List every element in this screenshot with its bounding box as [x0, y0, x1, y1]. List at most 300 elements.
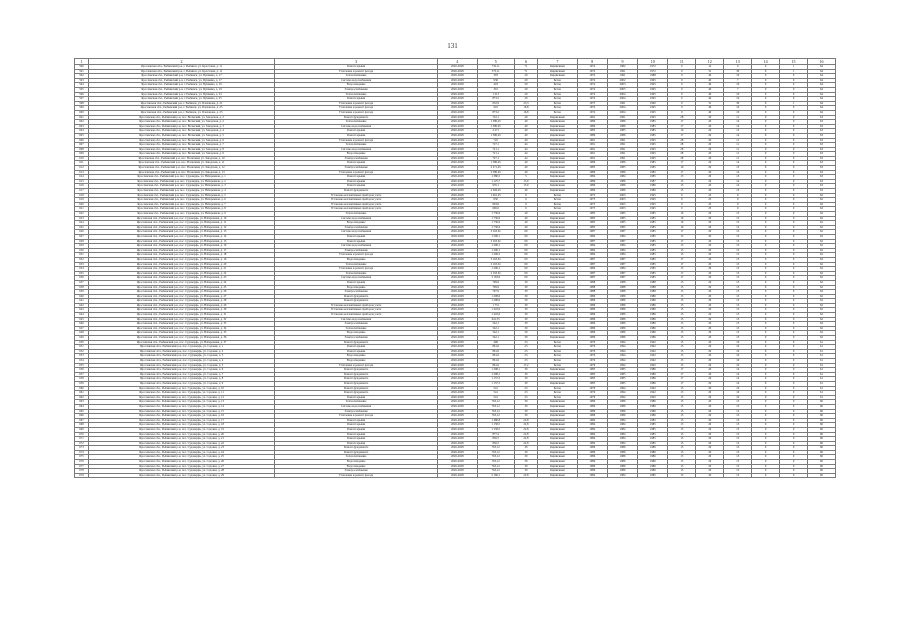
table-cell: 1985 [638, 175, 668, 180]
table-cell: 62 [808, 290, 836, 295]
table-cell: 2026-2028 [438, 359, 478, 364]
table-cell: 13 [724, 427, 752, 432]
table-cell: 2026-2028 [438, 418, 478, 423]
table-cell: Кирпичный [538, 464, 578, 469]
table-cell: Теплоснабжение [275, 92, 438, 97]
table-cell: Водоотведение [275, 83, 438, 88]
table-cell: 2026-2028 [438, 276, 478, 281]
table-cell: 2026-2028 [438, 239, 478, 244]
table-cell: 1976 [577, 349, 607, 354]
table-cell: 2026-2028 [438, 83, 478, 88]
table-cell: 615 [75, 179, 89, 184]
table-cell: 1986 [577, 469, 607, 474]
table-cell: Ярославская обл., Рыбинский р-н, пос. Судоверфь, ул. Садовая, д. 26 [88, 460, 274, 465]
table-cell: 604 [75, 129, 89, 134]
table-cell: 1986 [577, 400, 607, 405]
table-cell: 20 [696, 423, 724, 428]
table-cell: 633 [75, 262, 89, 267]
table-cell: 541 [477, 386, 514, 391]
table-cell: 13 [724, 308, 752, 313]
table-cell: Система водоснабжения [275, 230, 438, 235]
table-cell: 1984 [577, 267, 607, 272]
table-cell: 10 [724, 391, 752, 396]
table-cell: 0 [780, 152, 808, 157]
table-cell: 0 [752, 97, 780, 102]
table-cell: 30 [514, 331, 537, 336]
table-cell: 1988 [638, 280, 668, 285]
table-cell: 0 [752, 377, 780, 382]
column-header: 11 [668, 59, 696, 65]
table-cell: 40 [514, 120, 537, 125]
table-cell: 64 [808, 97, 836, 102]
table-cell: 643 [75, 308, 89, 313]
table-cell: 1985 [577, 225, 607, 230]
table-cell: 658 [75, 377, 89, 382]
table-cell: 16 [668, 166, 696, 171]
table-cell: 654 [75, 359, 89, 364]
table-cell: 1987 [638, 179, 668, 184]
table-cell: 30 [514, 381, 537, 386]
table-cell: 1986 [607, 460, 637, 465]
table-cell: 1985 [638, 161, 668, 166]
table-cell: Кирпичный [538, 299, 578, 304]
table-cell: Ярославская обл., Рыбинский р-н, г. Рыбинск, ул. Плеханова, д. 21 [88, 101, 274, 106]
table-cell: 1 730,6 [477, 221, 514, 226]
table-cell: 2026-2028 [438, 386, 478, 391]
table-cell: Ярославская обл., Рыбинский р-н, пос. Волжский, ул. Заводская, д. 10 [88, 156, 274, 161]
table-cell: 0 [780, 212, 808, 217]
table-cell: 2026-2028 [438, 354, 478, 359]
table-cell: 15 [668, 427, 696, 432]
table-cell: Кирпичный [538, 280, 578, 285]
table-cell: 30 [514, 404, 537, 409]
table-cell: Установка коллективных приборов учета [275, 308, 438, 313]
table-cell: 873,2 [477, 110, 514, 115]
table-cell: 15 [668, 460, 696, 465]
table-cell: Ремонт фундамента [275, 299, 438, 304]
table-cell: 62 [808, 308, 836, 313]
table-cell: 1986 [607, 322, 637, 327]
table-cell: Ярославская обл., Рыбинский р-н, пос. Судоверфь, ул. Набережная, д. 7 [88, 202, 274, 207]
table-cell: 1 [780, 101, 808, 106]
table-cell: 15 [668, 409, 696, 414]
table-cell: 13 [724, 414, 752, 419]
table-cell: 1991 [577, 147, 607, 152]
table-cell: 1985 [638, 170, 668, 175]
table-cell: 30 [514, 400, 537, 405]
table-cell: Ярославская обл., Рыбинский р-н, пос. Судоверфь, ул. Садовая, д. 16 [88, 414, 274, 419]
table-cell: 60 [514, 276, 537, 281]
table-cell: 1987 [607, 257, 637, 262]
table-cell: Кирпичный [538, 138, 578, 143]
table-cell: 15 [668, 290, 696, 295]
table-cell: 13 [724, 290, 752, 295]
table-cell: Кирпичный [538, 248, 578, 253]
table-cell: 797,9 [477, 290, 514, 295]
table-cell: 62 [808, 221, 836, 226]
table-cell: 541 [477, 391, 514, 396]
table-cell: 861,6 [477, 345, 514, 350]
column-header: 1 [75, 59, 89, 65]
table-cell: 0 [752, 308, 780, 313]
table-cell: 20 [696, 372, 724, 377]
table-cell: 15 [668, 340, 696, 345]
table-cell: 722 [477, 138, 514, 143]
table-cell: 618 [75, 193, 89, 198]
table-cell: 861,6 [477, 359, 514, 364]
table-cell: 1985 [577, 381, 607, 386]
table-cell: 30 [514, 455, 537, 460]
table-cell: Ремонт крыши [275, 437, 438, 442]
table-cell: Кирпичный [538, 239, 578, 244]
table-cell: 693,6 [477, 202, 514, 207]
table-cell: 0 [752, 381, 780, 386]
table-cell: 23 [696, 198, 724, 203]
table-cell: 1974 [577, 110, 607, 115]
table-cell: 763,12 [477, 455, 514, 460]
table-cell: Ремонт крыши [275, 65, 438, 70]
table-cell: Кирпичный [538, 469, 578, 474]
table-cell: 1995 [638, 207, 668, 212]
table-cell: 13 [724, 175, 752, 180]
table-cell: 632 [75, 257, 89, 262]
table-cell: Водоотведение [275, 460, 438, 465]
table-cell: 40 [696, 83, 724, 88]
table-cell: 1987 [577, 230, 607, 235]
table-cell: 3 163,61 [477, 257, 514, 262]
table-cell: 1986 [607, 450, 637, 455]
table-cell: 605 [75, 133, 89, 138]
table-cell: 1985 [577, 212, 607, 217]
table-cell: 62 [808, 267, 836, 272]
table-cell: 62 [808, 313, 836, 318]
table-cell: Электроснабжение [275, 336, 438, 341]
table-cell: 1985 [638, 423, 668, 428]
table-cell: Ярославская обл., Рыбинский р-н, пос. Судоверфь, ул. Набережная, д. 15 [88, 239, 274, 244]
table-cell: 1986 [577, 404, 607, 409]
table-cell: 1974 [577, 78, 607, 83]
column-header: 15 [780, 59, 808, 65]
table-cell: 1988 [607, 290, 637, 295]
table-cell: 0 [780, 120, 808, 125]
table-cell: 976,1 [477, 184, 514, 189]
table-cell: Ярославская обл., Рыбинский р-н, пос. Судоверфь, ул. Набережная, д. 21 [88, 267, 274, 272]
table-cell: 607 [75, 143, 89, 148]
table-cell: 64 [808, 110, 836, 115]
table-cell: 17 [668, 230, 696, 235]
table-cell: 20 [696, 455, 724, 460]
table-cell: 1986 [607, 124, 637, 129]
table-cell: 671 [75, 437, 89, 442]
table-cell: Ярославская обл., Рыбинский р-н, пос. Судоверфь, ул. Набережная, д. 3 [88, 184, 274, 189]
table-cell: 542,1 [477, 326, 514, 331]
table-cell: 0 [668, 92, 696, 97]
table-cell: 0 [780, 244, 808, 249]
table-cell: 20 [696, 216, 724, 221]
table-cell: 1986 [577, 464, 607, 469]
table-cell: 1991 [607, 138, 637, 143]
table-cell: 1984 [607, 234, 637, 239]
table-cell: 1986 [577, 294, 607, 299]
table-cell: 1985 [638, 225, 668, 230]
table-cell: Ярославская обл., Рыбинский р-н, пос. Судоверфь, ул. Набережная, д. 37 [88, 340, 274, 345]
table-cell: 62 [808, 336, 836, 341]
table-cell: 13 [724, 239, 752, 244]
table-cell: 2026-2028 [438, 313, 478, 318]
table-cell: 15 [668, 469, 696, 474]
table-cell: 60 [808, 437, 836, 442]
table-cell: Ремонт фундамента [275, 340, 438, 345]
table-cell: 1986 [638, 381, 668, 386]
table-cell: Ярославская обл., Рыбинский р-н, пос. Судоверфь, ул. Набережная, д. 31 [88, 313, 274, 318]
table-cell: 0 [780, 340, 808, 345]
table-cell: 1991 [577, 138, 607, 143]
table-cell: 2026-2028 [438, 170, 478, 175]
table-cell: 20 [696, 133, 724, 138]
table-cell: 0 [780, 450, 808, 455]
table-cell: 2026-2028 [438, 179, 478, 184]
table-cell: 0 [780, 381, 808, 386]
table-cell: Кирпичный [538, 267, 578, 272]
table-cell: 1991 [607, 147, 637, 152]
table-cell: 6 [514, 193, 537, 198]
table-cell: 20 [696, 464, 724, 469]
table-cell: 1986 [638, 446, 668, 451]
table-cell: 1984 [577, 418, 607, 423]
table-cell: 1995 [638, 143, 668, 148]
table-cell: 62 [808, 276, 836, 281]
table-cell: 30 [724, 101, 752, 106]
table-cell: 13 [724, 441, 752, 446]
table-cell: 2026-2028 [438, 340, 478, 345]
table-cell: 62 [808, 322, 836, 327]
table-cell: 1986 [638, 368, 668, 373]
table-cell: 23 [514, 391, 537, 396]
table-cell: 60 [514, 248, 537, 253]
table-cell: 1974 [577, 92, 607, 97]
table-cell: 20 [696, 345, 724, 350]
table-cell: 22,8 [514, 423, 537, 428]
table-cell: 1986 [577, 184, 607, 189]
table-cell: 1995 [638, 198, 668, 203]
table-cell: 1 380,45 [477, 161, 514, 166]
table-cell: 20 [696, 143, 724, 148]
table-cell: 763,12 [477, 446, 514, 451]
table-cell: 655 [75, 363, 89, 368]
table-cell: 0 [780, 326, 808, 331]
table-cell: 573,11 [477, 69, 514, 74]
table-cell: 1974 [577, 74, 607, 79]
table-cell: 30 [514, 313, 537, 318]
table-cell: 667 [75, 418, 89, 423]
table-cell: 20 [514, 87, 537, 92]
table-cell: 20 [514, 78, 537, 83]
table-cell: Кирпичный [538, 166, 578, 171]
table-cell: 1991 [577, 115, 607, 120]
table-cell: 0 [752, 133, 780, 138]
table-cell: 1986 [607, 133, 637, 138]
table-cell: 10 [724, 345, 752, 350]
table-cell: 0 [752, 152, 780, 157]
table-cell: 20 [696, 409, 724, 414]
table-cell: 592 [75, 74, 89, 79]
table-cell: 1 125,7 [477, 179, 514, 184]
table-cell: Кирпичный [538, 377, 578, 382]
table-cell: 1985 [638, 257, 668, 262]
table-cell: 63 [808, 161, 836, 166]
table-cell: 1986 [638, 409, 668, 414]
table-cell: 0 [752, 372, 780, 377]
table-cell: Ярославская обл., Рыбинский р-н, пос. Судоверфь, ул. Садовая, д. 7 [88, 372, 274, 377]
table-cell: 13 [724, 418, 752, 423]
table-cell: 23 [514, 359, 537, 364]
table-cell: 0 [752, 202, 780, 207]
table-cell: 1985 [638, 418, 668, 423]
table-cell: 20 [696, 175, 724, 180]
table-cell: 13 [724, 189, 752, 194]
table-cell: 2004 [607, 106, 637, 111]
table-cell: Ремонт крыши [275, 418, 438, 423]
table-cell: 20 [696, 450, 724, 455]
table-cell: Утепление и ремонт фасада [275, 110, 438, 115]
table-cell: 1985 [607, 225, 637, 230]
table-cell: 60 [808, 446, 836, 451]
table-cell: 0 [780, 115, 808, 120]
table-cell: Кирпичный [538, 216, 578, 221]
table-cell: 13 [724, 234, 752, 239]
table-cell: 0 [752, 106, 780, 111]
table-cell: 2026-2028 [438, 106, 478, 111]
table-cell: 2026-2028 [438, 147, 478, 152]
table-cell: Ремонт крыши [275, 133, 438, 138]
table-cell: 1994 [607, 354, 637, 359]
table-cell: 15 [668, 234, 696, 239]
table-cell: 6 [514, 198, 537, 203]
table-cell: 0 [780, 257, 808, 262]
table-cell: 60 [514, 239, 537, 244]
table-cell: 64 [808, 69, 836, 74]
table-cell: Кирпичный [538, 276, 578, 281]
table-cell: 15 [668, 248, 696, 253]
table-cell: 1986 [638, 464, 668, 469]
table-cell: 23 [514, 340, 537, 345]
table-cell: 62 [808, 280, 836, 285]
table-cell: 1990 [638, 101, 668, 106]
table-cell: 619 [75, 198, 89, 203]
table-cell: 30 [514, 303, 537, 308]
table-cell: 1988 [607, 285, 637, 290]
table-cell: 1984 [577, 432, 607, 437]
table-cell: 666 [75, 414, 89, 419]
table-cell: 2 160,1 [477, 473, 514, 478]
table-cell: 650 [477, 198, 514, 203]
table-cell: 61 [808, 359, 836, 364]
table-cell: 13 [724, 404, 752, 409]
table-cell: 0 [752, 432, 780, 437]
table-cell: 763,12 [477, 469, 514, 474]
table-cell: 597 [75, 97, 89, 102]
table-cell: 30 [514, 285, 537, 290]
table-cell: 418 [477, 83, 514, 88]
table-cell: Ремонт фундамента [275, 294, 438, 299]
table-cell: 2026-2028 [438, 120, 478, 125]
table-cell: 1994 [607, 359, 637, 364]
table-cell: 0 [780, 423, 808, 428]
table-cell: 0 [752, 276, 780, 281]
table-cell: Ярославская обл., Рыбинский р-н, пос. Судоверфь, ул. Садовая, д. 11 [88, 391, 274, 396]
table-cell: 0 [752, 234, 780, 239]
table-cell: 23 [514, 386, 537, 391]
table-cell: 639 [75, 290, 89, 295]
table-cell: 674 [75, 450, 89, 455]
table-cell: 14 [724, 381, 752, 386]
table-cell: 1986 [607, 120, 637, 125]
table-cell: 634 [75, 267, 89, 272]
table-cell: Кирпичный [538, 446, 578, 451]
table-cell: 13 [724, 303, 752, 308]
table-cell: Ярославская обл., Рыбинский р-н, пос. Судоверфь, ул. Садовая, д. 21 [88, 437, 274, 442]
table-cell: 20 [696, 395, 724, 400]
table-cell: Бетон [538, 106, 578, 111]
table-cell: 662 [75, 395, 89, 400]
table-cell: Кирпичный [538, 170, 578, 175]
table-cell: 22,8 [514, 473, 537, 478]
table-cell: 0 [752, 271, 780, 276]
table-cell: Ярославская обл., Рыбинский р-н, пос. Судоверфь, ул. Набережная, д. 24 [88, 280, 274, 285]
table-cell: 1986 [577, 326, 607, 331]
table-cell: 1986 [577, 446, 607, 451]
table-cell: 0 [752, 267, 780, 272]
table-cell: 1 730,6 [477, 225, 514, 230]
table-cell: 2005 [607, 87, 637, 92]
table-cell: 13 [724, 166, 752, 171]
table-cell: 659 [75, 381, 89, 386]
table-cell: 1986 [638, 189, 668, 194]
table-cell: 23 [514, 345, 537, 350]
table-cell: 0 [780, 221, 808, 226]
table-cell: 2026-2028 [438, 184, 478, 189]
table-cell: 642 [75, 303, 89, 308]
table-cell: 1975 [577, 198, 607, 203]
table-cell: 1985 [638, 221, 668, 226]
table-cell: 0 [752, 469, 780, 474]
table-cell: Ярославская обл., Рыбинский р-н, г. Рыбинск, ул. Пушкина, д. 17 [88, 74, 274, 79]
table-cell: 2026-2028 [438, 97, 478, 102]
table-cell: 1984 [607, 432, 637, 437]
table-cell: 1985 [638, 124, 668, 129]
table-cell: 1985 [638, 239, 668, 244]
table-cell: 1988 [577, 280, 607, 285]
table-cell: 0 [780, 400, 808, 405]
table-cell: 30 [514, 294, 537, 299]
table-cell: 656 [75, 368, 89, 373]
table-cell: 1986 [607, 404, 637, 409]
table-cell: 13 [724, 225, 752, 230]
table-cell: 2026-2028 [438, 193, 478, 198]
table-cell: Установка коллективных приборов учета [275, 193, 438, 198]
table-cell: 17 [668, 161, 696, 166]
table-cell: Кирпичный [538, 381, 578, 386]
table-cell: 625 [75, 225, 89, 230]
table-cell: 1985 [638, 253, 668, 258]
table-cell: 653 [75, 354, 89, 359]
table-cell: 1995 [638, 97, 668, 102]
table-cell: 1995 [638, 115, 668, 120]
table-cell: Ярославская обл., Рыбинский р-н, пос. Судоверфь, ул. Садовая, д. 4 [88, 359, 274, 364]
table-cell: 727,1 [477, 143, 514, 148]
table-cell: 0 [780, 161, 808, 166]
table-cell: 1985 [638, 216, 668, 221]
